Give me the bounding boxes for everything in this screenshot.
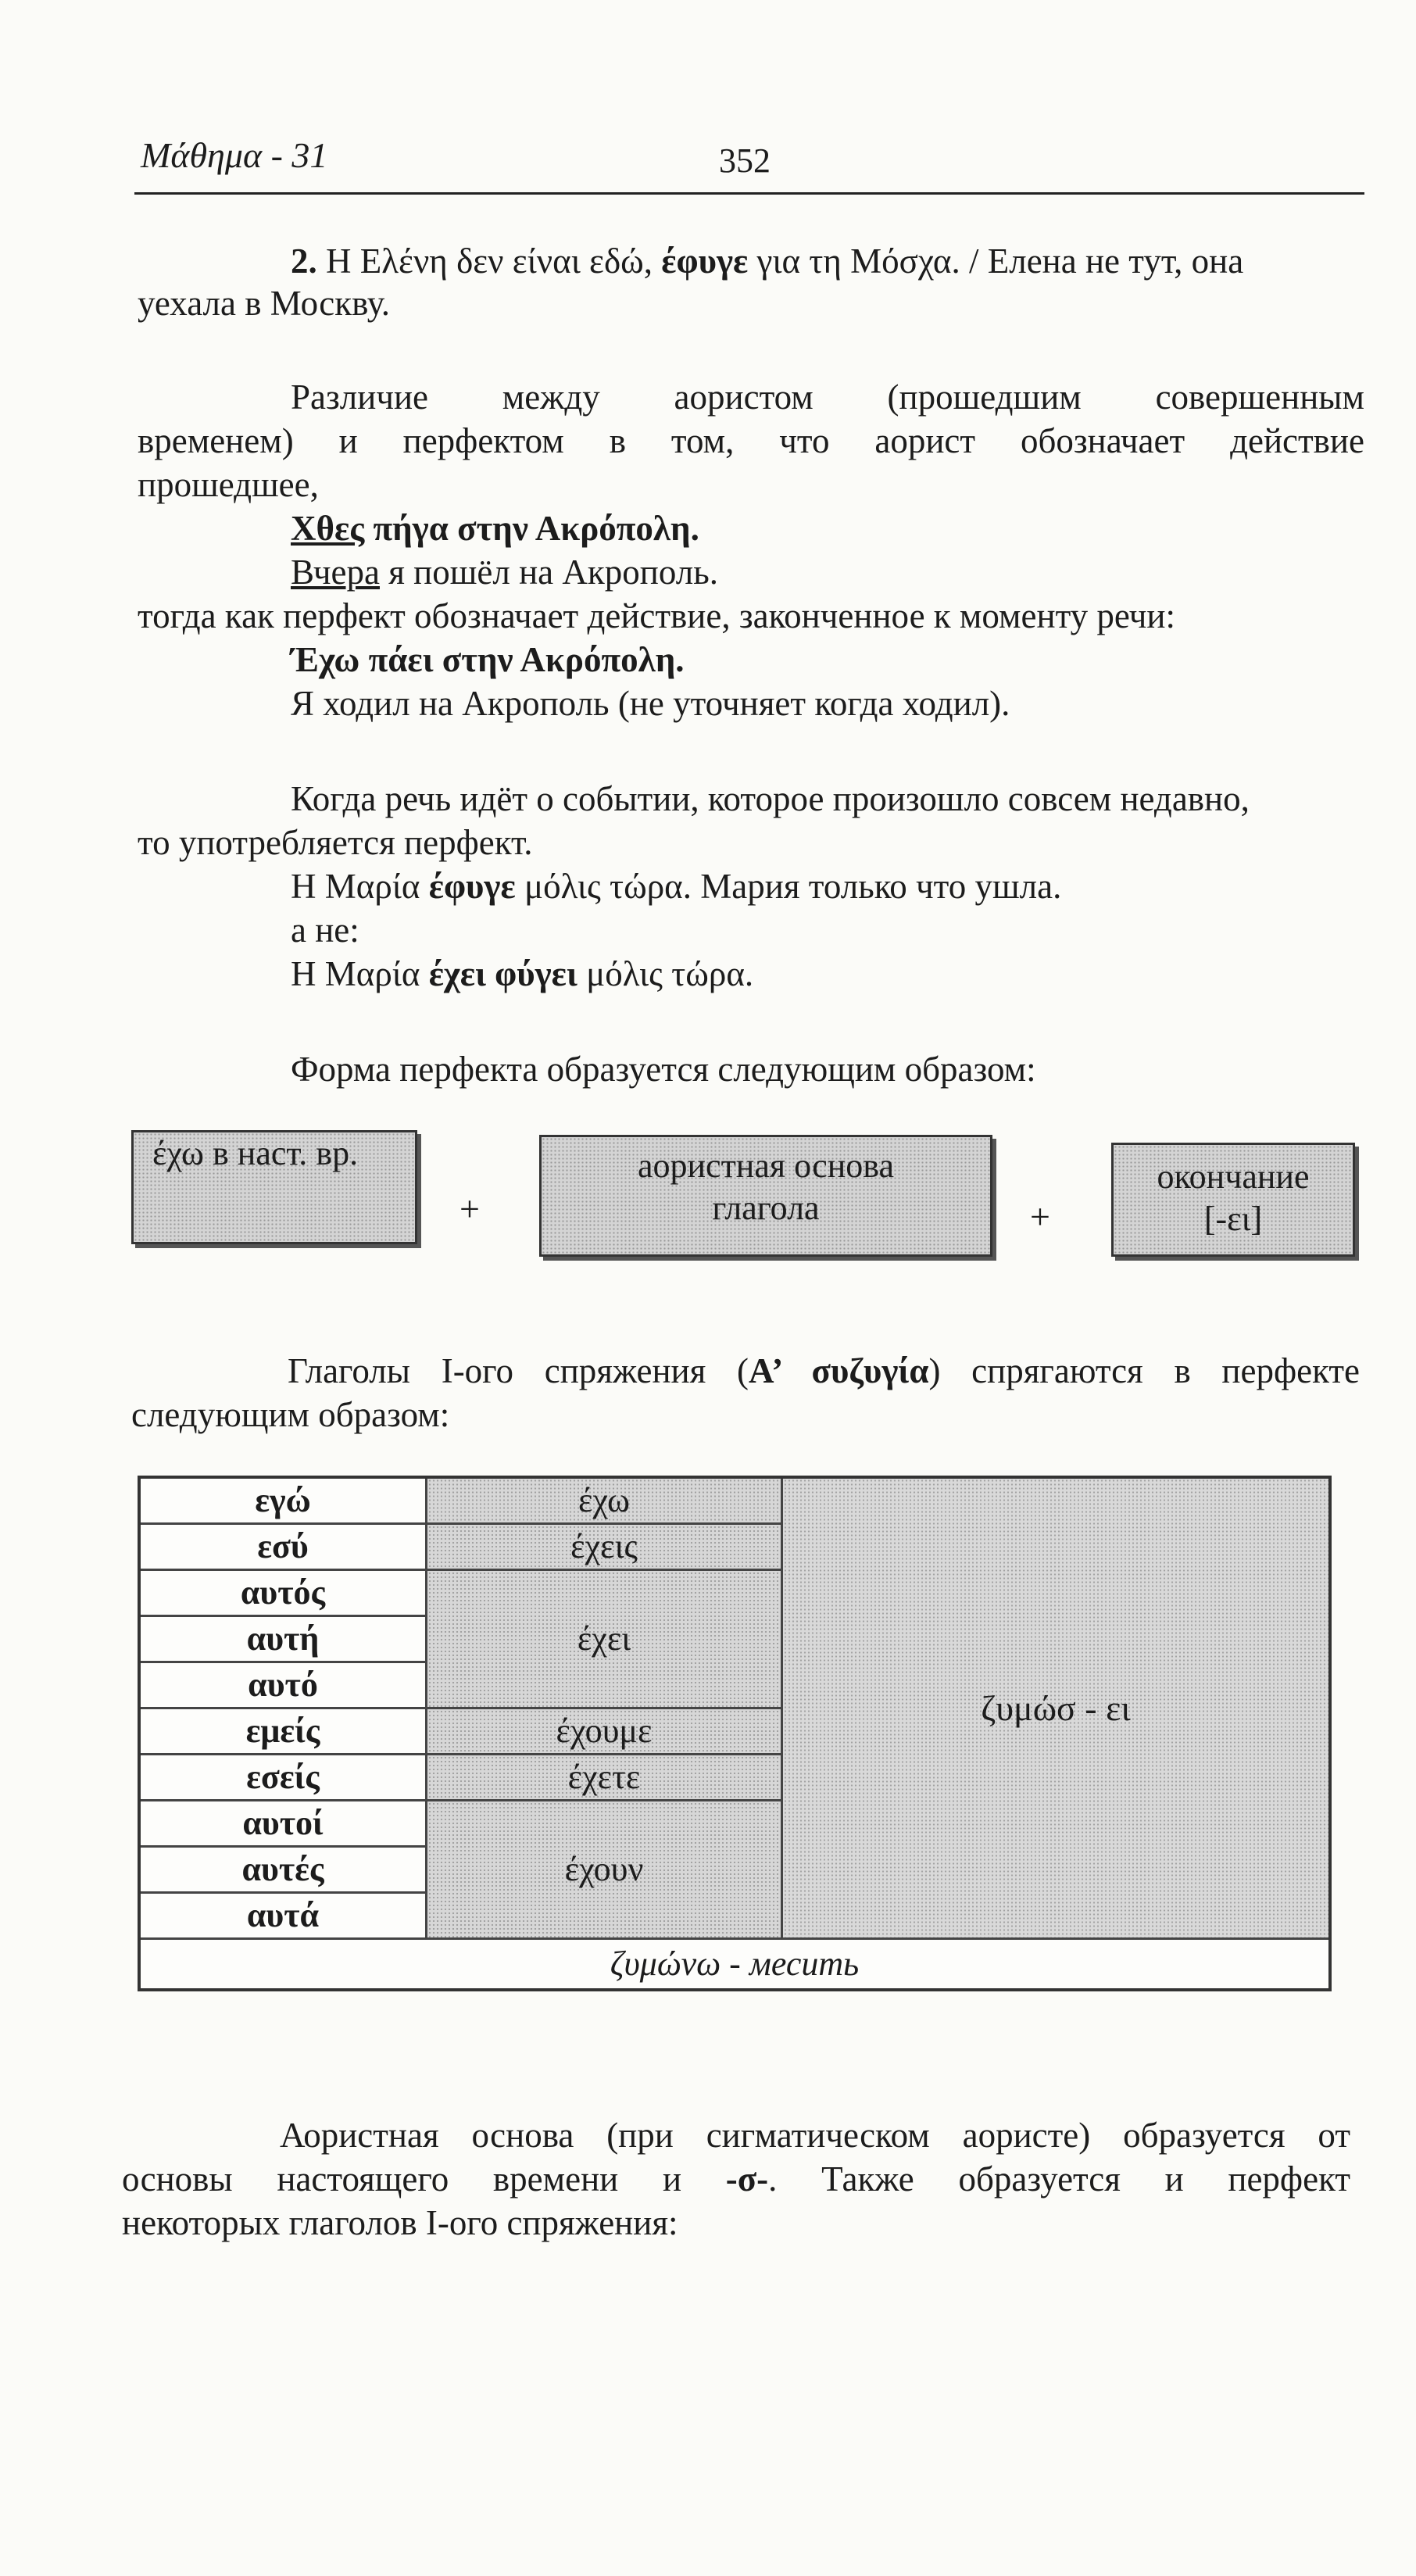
para6-line3: некоторых глаголов I-ого спряжения:: [122, 2203, 678, 2242]
para3-line3: а не:: [291, 911, 359, 950]
para2-line3: прошедшее,: [138, 465, 319, 504]
para4-line1: Форма перфекта образуется следующим образом:: [291, 1050, 1036, 1089]
item-number: 2.: [291, 242, 317, 281]
underlined-word: Χθες: [291, 509, 365, 548]
example-verb: έχει φύγει: [428, 954, 577, 993]
pronoun-cell: αυτή: [139, 1616, 427, 1662]
para2-line1: Различие между аористом (прошедшим совершенным: [291, 377, 1364, 417]
underlined-word: Вчера: [291, 553, 380, 592]
formula-box-ending: [1111, 1143, 1355, 1257]
example-rest: πήγα στην Ακρόπολη.: [364, 509, 699, 548]
pronoun-cell: αυτοί: [139, 1801, 427, 1847]
sigma-suffix: -σ-: [725, 2159, 769, 2199]
example-recent-aorist: [291, 866, 1061, 907]
formula-box-ending-line1: окончание: [1157, 1157, 1310, 1196]
aux-cell: έχεις: [427, 1524, 782, 1570]
table-footer: ζυμώνω - месить: [139, 1939, 1330, 1991]
aux-cell: έχετε: [427, 1755, 782, 1801]
example-rest: я пошёл на Акрополь.: [379, 553, 718, 592]
formula-box-aux-label: έχω в наст. вр.: [152, 1134, 359, 1172]
pronoun-cell: εμείς: [139, 1708, 427, 1755]
para1-text-2: για τη Μόσχα. / Елена не тут, она: [748, 242, 1244, 281]
para5-text-2: ) спрягаются в перфекте: [928, 1351, 1361, 1390]
para6-line1: Аористная основа (при сигматическом аористе) образуется от: [280, 2116, 1350, 2155]
header-divider: [134, 192, 1364, 195]
conjugation-table: [138, 1476, 1332, 1991]
plus-sign: +: [1030, 1197, 1050, 1236]
pronoun-cell: αυτός: [139, 1570, 427, 1616]
para6-text: основы настоящего времени и: [122, 2159, 726, 2199]
table-row: [139, 1477, 1330, 1524]
para1-bold-verb: έφυγε: [661, 242, 749, 281]
example-wrong-perfect: [291, 953, 753, 994]
aux-cell: έχει: [427, 1570, 782, 1708]
plus-sign: +: [459, 1189, 480, 1229]
aux-cell: έχω: [427, 1477, 782, 1524]
stem-cell: ζυμώσ - ει: [782, 1477, 1331, 1939]
formula-box-ending-line2: [-ει]: [1203, 1200, 1263, 1238]
formula-box-stem-line2: глагола: [712, 1189, 820, 1227]
para5-line1: [288, 1351, 1360, 1391]
example-rest: μόλις τώρα. Мария только что ушла.: [515, 867, 1062, 906]
pronoun-cell: αυτές: [139, 1847, 427, 1893]
para2-line4: тогда как перфект обозначает действие, законченное к моменту речи:: [138, 596, 1175, 635]
example-verb: έφυγε: [428, 867, 516, 906]
pronoun-cell: εσύ: [139, 1524, 427, 1570]
example-subject: Η Μαρία: [291, 867, 429, 906]
example-greek-perfect: Έχω πάει στην Ακρόπολη.: [291, 640, 685, 679]
para5-line2: следующим образом:: [131, 1395, 450, 1434]
pronoun-cell: εσείς: [139, 1755, 427, 1801]
formula-box-aux: [131, 1130, 417, 1244]
example-russian-perfect: Я ходил на Акрополь (не уточняет когда ходил).: [291, 684, 1010, 723]
para6-text-2: . Также образуется и перфект: [768, 2159, 1350, 2199]
para1-line2: уехала в Москву.: [138, 284, 391, 323]
pronoun-cell: αυτό: [139, 1662, 427, 1708]
para3-line1: Когда речь идёт о событии, которое произошло совсем недавно,: [291, 779, 1250, 818]
example-russian-aorist: [291, 552, 718, 592]
formula-box-stem-line1: аористная основа: [637, 1147, 895, 1185]
example-subject: Η Μαρία: [291, 954, 429, 993]
example-greek-aorist: [291, 508, 699, 549]
para1-line1: [291, 241, 1243, 281]
page-number: 352: [719, 141, 771, 180]
lesson-title: Μάθημα - 31: [141, 135, 328, 175]
para3-line2: то употребляется перфект.: [138, 823, 533, 862]
para6-line2: [122, 2159, 1350, 2199]
pronoun-cell: εγώ: [139, 1477, 427, 1524]
para2-line2: временем) и перфектом в том, что аорист обозначает действие: [138, 421, 1364, 460]
aux-cell: έχουν: [427, 1801, 782, 1939]
example-rest: μόλις τώρα.: [577, 954, 754, 993]
para1-text: Η Ελένη δεν είναι εδώ,: [316, 242, 662, 281]
formula-box-stem: [539, 1135, 992, 1257]
conjugation-name: Α’ συζυγία: [749, 1351, 929, 1390]
pronoun-cell: αυτά: [139, 1893, 427, 1939]
table-footer-row: [139, 1939, 1330, 1991]
para5-text: Глаголы I-ого спряжения (: [288, 1351, 749, 1390]
aux-cell: έχουμε: [427, 1708, 782, 1755]
